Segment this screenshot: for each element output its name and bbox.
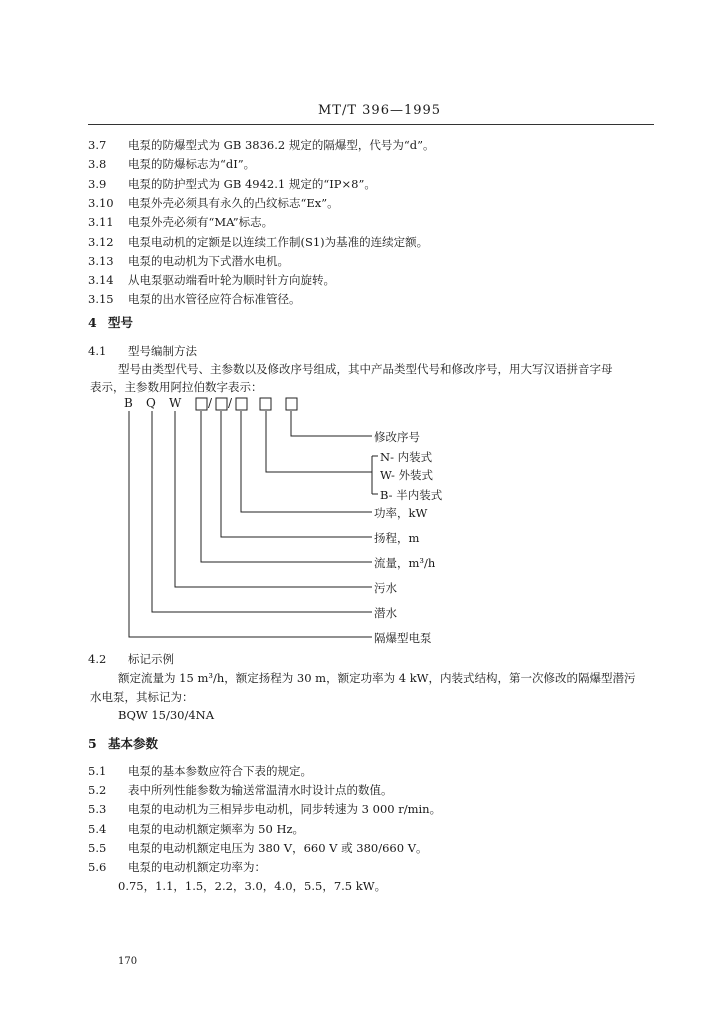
- clause-4-2-number: 4.2: [88, 652, 107, 666]
- clause-4-1-number: 4.1: [88, 344, 107, 358]
- sewage-connector: [175, 411, 372, 587]
- clause-text: 电泵的基本参数应符合下表的规定。: [128, 764, 312, 778]
- clause-item: [88, 763, 312, 779]
- code-slash-1: /: [208, 396, 213, 410]
- clause-number: 3.13: [88, 253, 114, 268]
- section-5-title: 基本参数: [108, 736, 159, 751]
- clause-number: 3.10: [88, 195, 114, 210]
- clause-text: 电泵电动机的定额是以连续工作制(S1)为基准的连续定额。: [128, 234, 429, 249]
- structure-box: [260, 398, 271, 410]
- clause-item: [88, 821, 304, 837]
- structure-connector: [266, 411, 372, 472]
- clause-number: 3.7: [88, 138, 107, 152]
- clause-text: 电泵的电动机额定功率为：: [128, 860, 266, 874]
- section-4-number: 4: [88, 315, 97, 330]
- clause-number: 3.15: [88, 292, 114, 307]
- flow-connector: [201, 411, 372, 562]
- code-letter-q: Q: [146, 396, 156, 410]
- flameproof-connector: [129, 411, 372, 637]
- section-5-number: 5: [88, 736, 97, 751]
- clause-text: 电泵的出水管径应符合标准管径。: [128, 292, 301, 307]
- clause-text: 电泵的防护型式为 GB 4942.1 规定的“IP×8”。: [128, 176, 376, 191]
- clause-text: 电泵的电动机额定电压为 380 V，660 V 或 380/660 V。: [128, 840, 428, 855]
- clause-number: 3.14: [88, 273, 114, 288]
- clause-item: [88, 801, 441, 817]
- clause-text: 电泵的电动机额定频率为 50 Hz。: [128, 821, 305, 836]
- code-letter-b: B: [124, 396, 133, 410]
- clause-number: 5.1: [88, 764, 107, 778]
- head-connector: [221, 411, 372, 537]
- example-code: BQW 15/30/4NA: [118, 708, 215, 722]
- section-5-heading: [88, 736, 158, 752]
- clause-4-1-title: 型号编制方法: [128, 344, 197, 358]
- clause-text: 电泵的电动机为三相异步电动机，同步转速为 3 000 r/min。: [128, 802, 442, 817]
- clause-text: 电泵外壳必须具有永久的凸纹标志“Ex”。: [128, 195, 339, 210]
- clause-number: 5.6: [88, 860, 107, 874]
- example-line1: 额定流量为 15 m³/h，额定扬程为 30 m，额定功率为 4 kW，内装式结构，第一次修改的隔爆型潜污: [118, 671, 636, 685]
- label-n: N- 内装式: [380, 450, 433, 464]
- power-list: 0.75，1.1，1.5，2.2，3.0，4.0，5.5，7.5 kW。: [118, 879, 387, 893]
- example-line2: 水电泵，其标记为：: [90, 690, 194, 704]
- clause-number: 3.8: [88, 157, 107, 172]
- clause-item: [88, 840, 428, 856]
- revision-box: [286, 398, 297, 410]
- power-box: [236, 398, 247, 410]
- clause-4-2-title: 标记示例: [128, 652, 174, 666]
- paragraph-4-1-line2: 表示，主参数用阿拉伯数字表示：: [90, 380, 263, 394]
- label-revision: 修改序号: [374, 430, 420, 444]
- clause-number: 5.3: [88, 802, 107, 817]
- page-number: 170: [118, 956, 138, 967]
- clause-text: 电泵外壳必须有“MA”标志。: [128, 215, 274, 230]
- clause-number: 5.4: [88, 821, 107, 836]
- page-header: MT/T 396—1995: [318, 103, 442, 118]
- head-box: [216, 398, 227, 410]
- clause-text: 表中所列性能参数为输送常温清水时设计点的数值。: [128, 783, 393, 798]
- clause-number: 5.2: [88, 783, 107, 798]
- clause-item: [88, 859, 266, 875]
- clause-text: 电泵的防爆标志为“dI”。: [128, 157, 256, 172]
- label-head: 扬程，m: [374, 531, 420, 545]
- clause-4-2: [88, 651, 174, 667]
- clause-number: 3.11: [88, 215, 114, 230]
- label-submersible: 潜水: [374, 606, 397, 620]
- label-flameproof: 隔爆型电泵: [374, 631, 432, 645]
- code-letter-w: W: [169, 396, 182, 410]
- clause-text: 从电泵驱动端看叶轮为顺时针方向旋转。: [128, 273, 335, 288]
- power-connector: [241, 411, 372, 512]
- label-flow: 流量，m³/h: [374, 556, 436, 570]
- clause-text: 电泵的防爆型式为 GB 3836.2 规定的隔爆型，代号为“d”。: [128, 138, 435, 152]
- clause-text: 电泵的电动机为下式潜水电机。: [128, 253, 289, 268]
- revision-connector: [291, 411, 372, 436]
- clause-number: 3.9: [88, 176, 107, 191]
- label-power: 功率，kW: [374, 506, 428, 520]
- paragraph-4-1-line1: 型号由类型代号、主参数以及修改序号组成，其中产品类型代号和修改序号，用大写汉语拼音字母: [118, 362, 613, 376]
- code-slash-2: /: [228, 396, 233, 410]
- flow-box: [196, 398, 207, 410]
- clause-number: 3.12: [88, 234, 114, 249]
- section-4-title: 型号: [108, 315, 134, 330]
- clause-item: [88, 782, 393, 798]
- clause-number: 5.5: [88, 840, 107, 855]
- label-sewage: 污水: [374, 581, 397, 595]
- label-b: B- 半内装式: [380, 488, 443, 502]
- label-w: W- 外装式: [380, 468, 434, 482]
